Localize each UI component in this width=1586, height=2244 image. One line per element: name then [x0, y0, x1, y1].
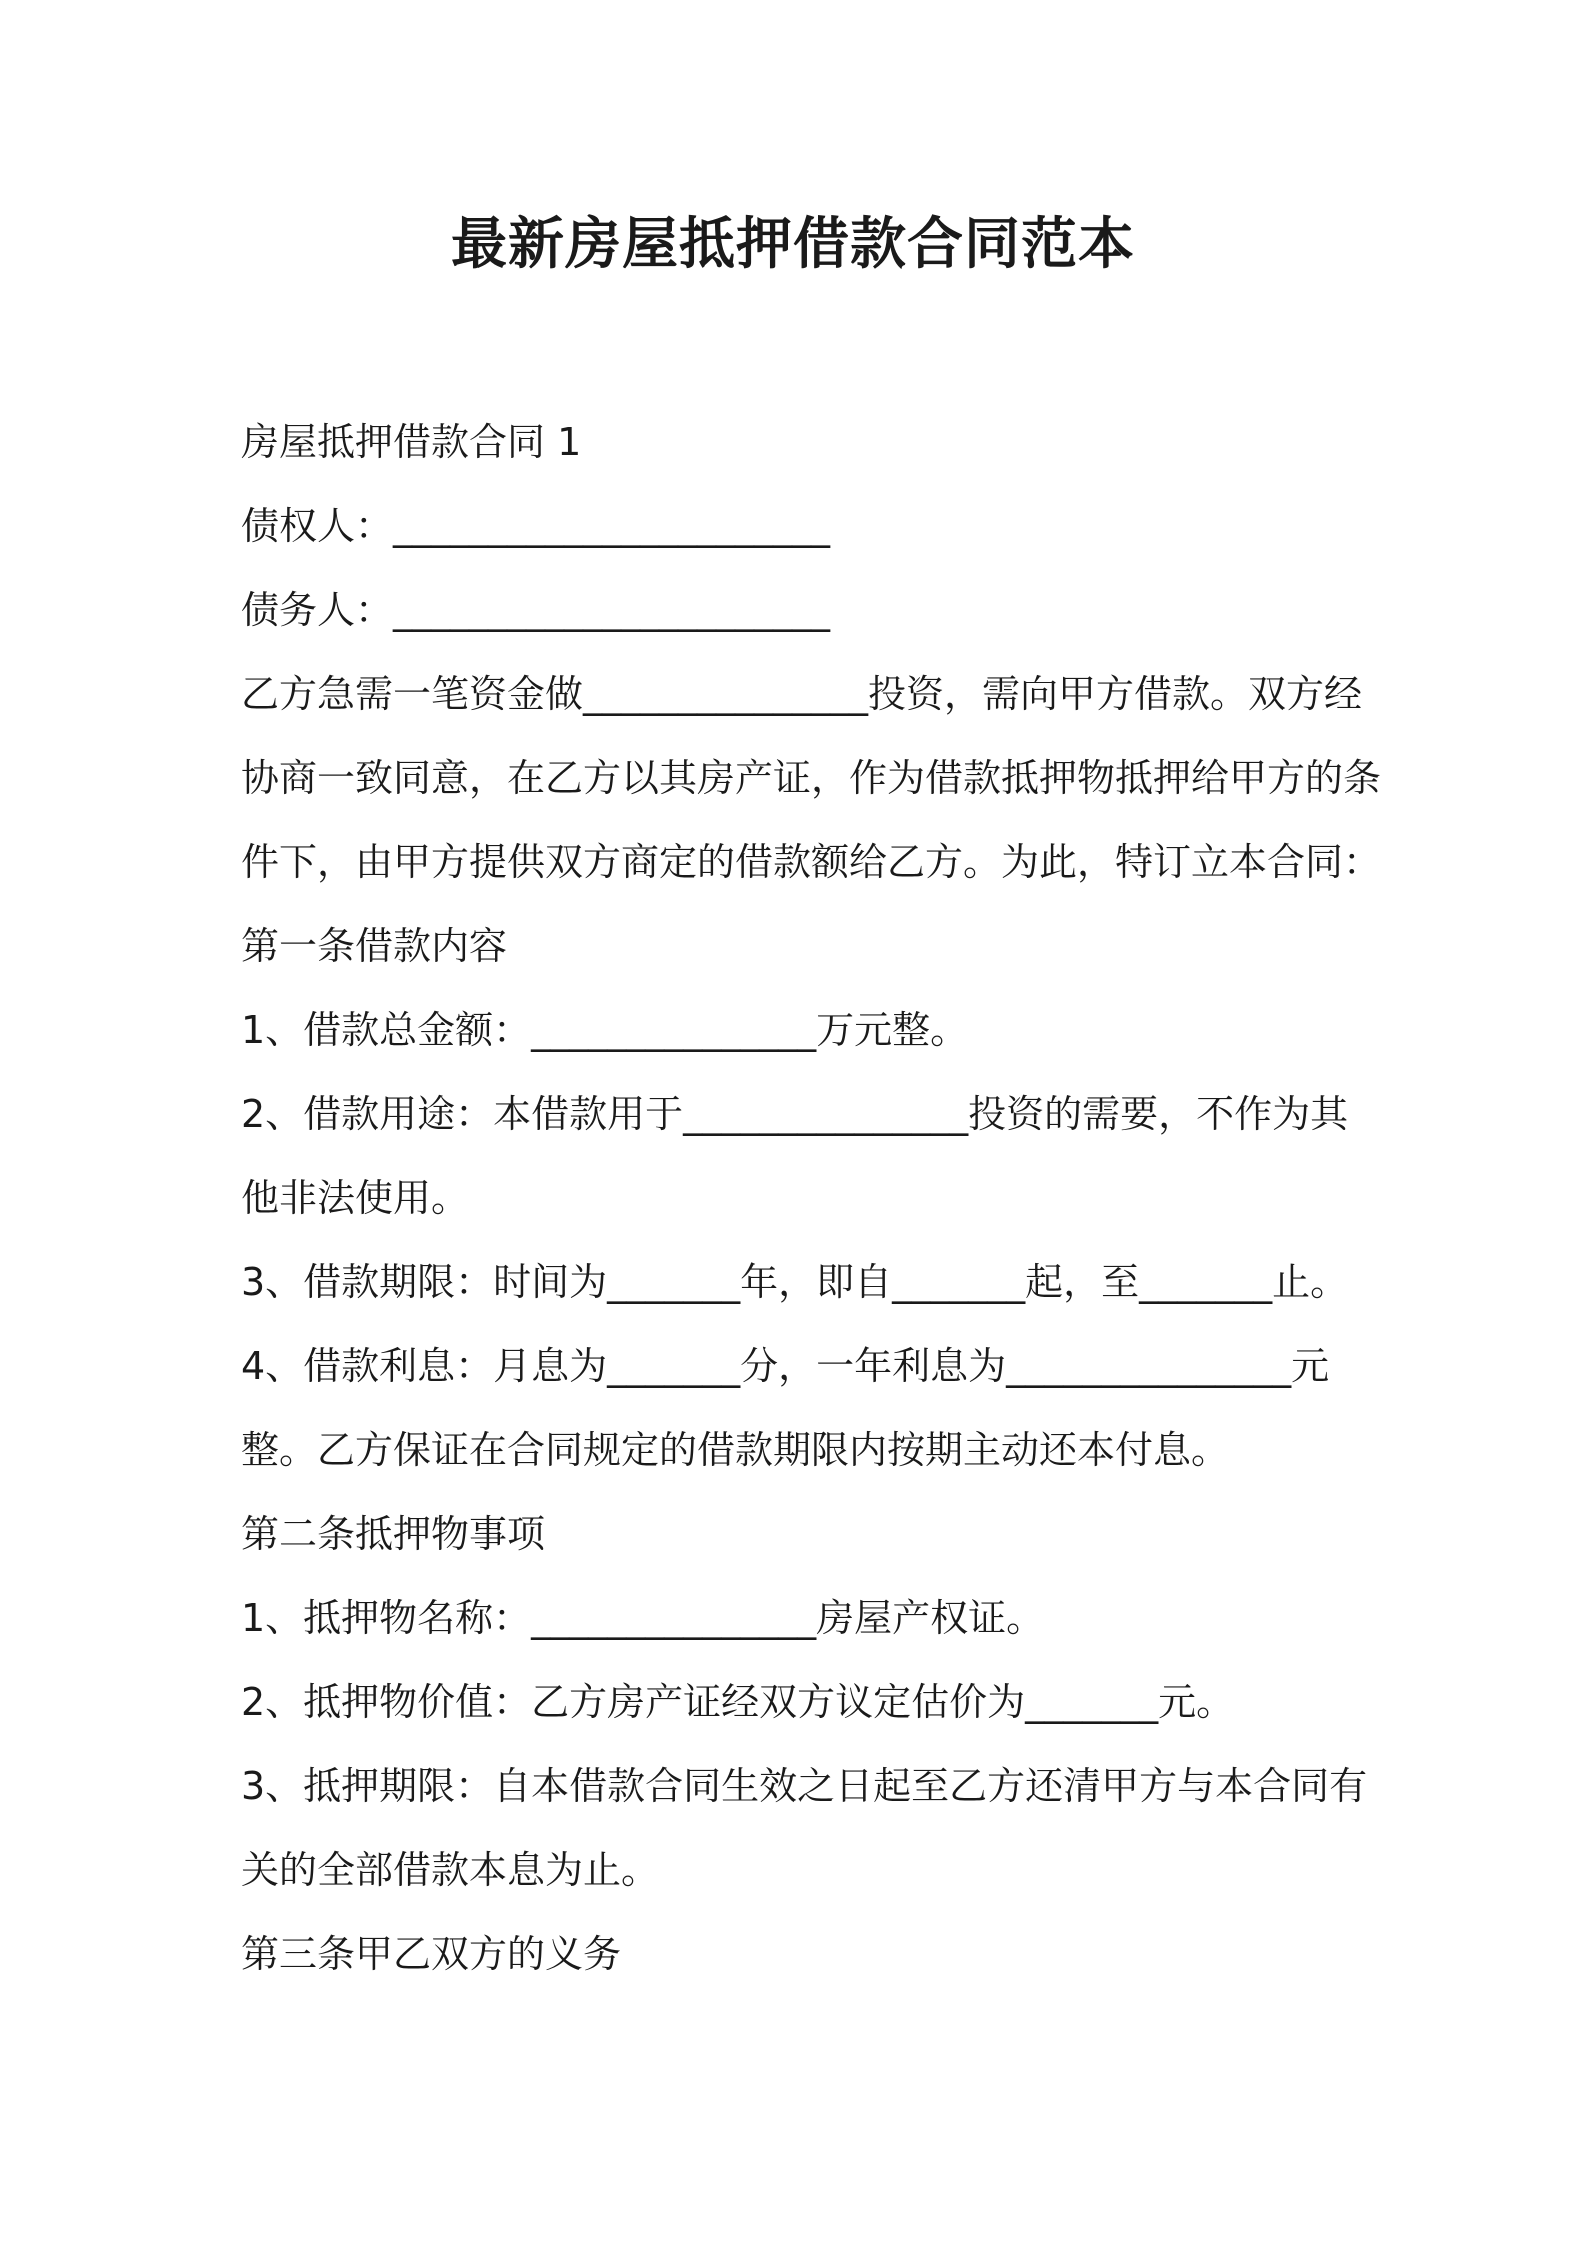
article-2-heading: 第二条抵押物事项 — [241, 1512, 546, 1556]
preamble-line-3: 件下，由甲方提供双方商定的借款额给乙方。为此，特订立本合同： — [241, 840, 1382, 884]
article-2-item-3-cont: 关的全部借款本息为止。 — [241, 1848, 660, 1892]
preamble-line-1: 乙方急需一笔资金做_______________投资，需向甲方借款。双方经 — [241, 672, 1363, 716]
article-2-item-1: 1、抵押物名称：_______________房屋产权证。 — [241, 1596, 1045, 1640]
article-1-item-2-cont: 他非法使用。 — [241, 1176, 470, 1220]
article-1-heading: 第一条借款内容 — [241, 924, 508, 968]
document-title: 最新房屋抵押借款合同范本 — [451, 212, 1135, 277]
contract-subtitle: 房屋抵押借款合同 1 — [241, 420, 582, 464]
document-body — [241, 400, 1382, 1996]
article-1-item-2: 2、借款用途：本借款用于_______________投资的需要，不作为其 — [241, 1092, 1349, 1136]
article-1-item-1: 1、借款总金额：_______________万元整。 — [241, 1008, 969, 1052]
article-1-item-4-cont: 整。乙方保证在合同规定的借款期限内按期主动还本付息。 — [241, 1428, 1230, 1472]
article-1-item-4: 4、借款利息：月息为_______分，一年利息为_______________元 — [241, 1344, 1330, 1388]
preamble-line-2: 协商一致同意，在乙方以其房产证，作为借款抵押物抵押给甲方的条 — [241, 756, 1382, 800]
article-2-item-2: 2、抵押物价值：乙方房产证经双方议定估价为_______元。 — [241, 1680, 1235, 1724]
creditor-line: 债权人：_______________________ — [241, 504, 831, 548]
article-1-item-3: 3、借款期限：时间为_______年，即自_______起，至_______止。 — [241, 1260, 1349, 1304]
debtor-line: 债务人：_______________________ — [241, 588, 831, 632]
article-3-heading: 第三条甲乙双方的义务 — [241, 1932, 622, 1976]
article-2-item-3: 3、抵押期限：自本借款合同生效之日起至乙方还清甲方与本合同有 — [241, 1764, 1368, 1808]
